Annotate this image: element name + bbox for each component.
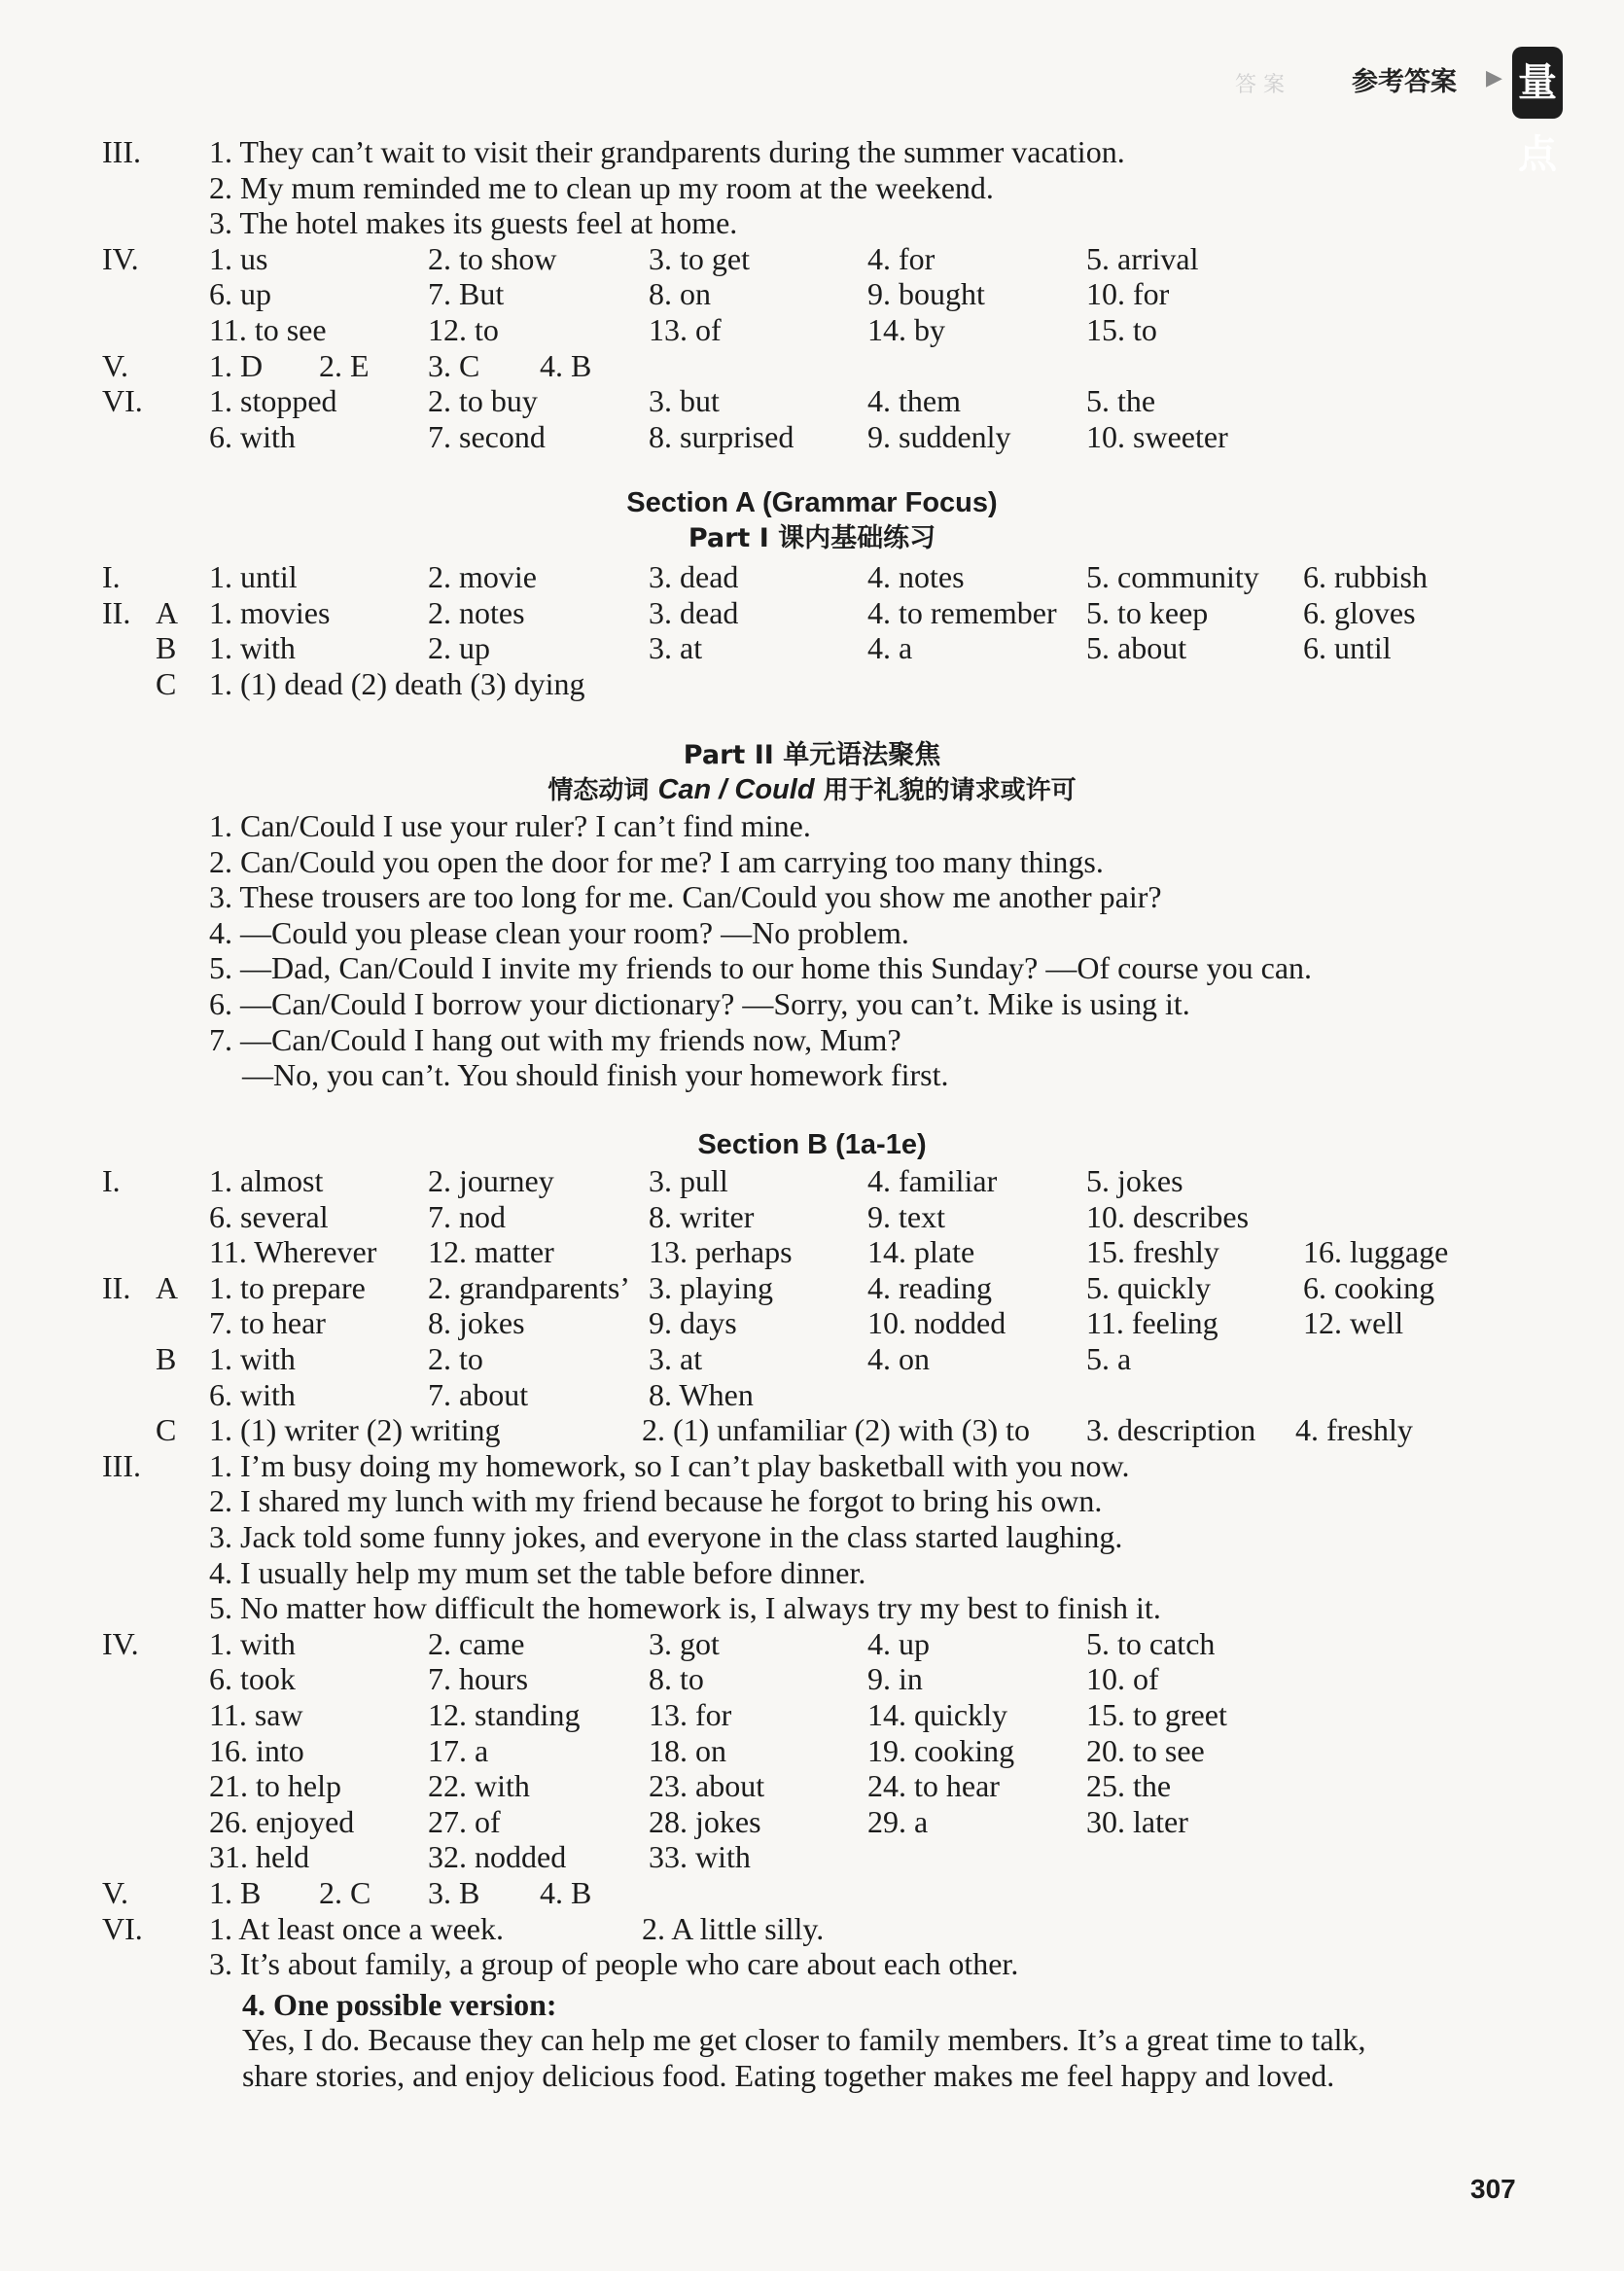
answer-cell: 3. pull	[649, 1163, 728, 1198]
answer-cell: 14. by	[867, 312, 945, 347]
answer-cell: 22. with	[428, 1768, 530, 1804]
roman-numeral: IV.	[102, 240, 139, 276]
answer-cell: 1. with	[209, 1341, 296, 1376]
answer-cell: 3. C	[428, 347, 480, 383]
answer-cell: 31. held	[209, 1839, 310, 1875]
answer-cell: 8. surprised	[649, 418, 794, 454]
answer-cell: 5. community	[1086, 559, 1259, 594]
answer-cell: 6. cooking	[1303, 1269, 1435, 1305]
roman-numeral: V.	[102, 1875, 128, 1910]
answer-cell: 3. but	[649, 383, 720, 419]
answer-cell: 4. I usually help my mum set the table before dinner.	[209, 1554, 866, 1590]
answer-cell: 1. (1) dead (2) death (3) dying	[209, 665, 585, 701]
answer-cell: 1. with	[209, 1625, 296, 1661]
answer-cell: 1. I’m busy doing my homework, so I can’t play basketball with you now.	[209, 1447, 1130, 1483]
answer-cell: 8. to	[649, 1661, 704, 1697]
answer-cell: 12. standing	[428, 1697, 581, 1732]
answer-cell: 20. to see	[1086, 1732, 1205, 1768]
sub-letter: A	[156, 594, 179, 630]
grammar-heading-modal: Can / Could	[657, 774, 815, 805]
answer-cell: 6. with	[209, 418, 296, 454]
answer-cell: 3. at	[649, 1341, 703, 1376]
answer-cell: 11. saw	[209, 1697, 303, 1732]
answer-cell: 3. playing	[649, 1269, 773, 1305]
answer-cell: 6. gloves	[1303, 594, 1416, 630]
answer-cell: 1. They can’t wait to visit their grandparents during the summer vacation.	[209, 134, 1125, 169]
answer-cell: 11. to see	[209, 312, 327, 347]
answer-cell: 13. of	[649, 312, 722, 347]
answer-cell: 5. jokes	[1086, 1163, 1183, 1198]
answer-cell: 1. almost	[209, 1163, 324, 1198]
answer-cell: 1. us	[209, 240, 268, 276]
answer-cell: 6. with	[209, 1376, 296, 1412]
grammar-heading-pre: 情态动词	[547, 776, 658, 805]
brand-logo: 量点	[1512, 47, 1563, 119]
answer-cell: 1. with	[209, 630, 296, 666]
answer-cell: 7. hours	[428, 1661, 529, 1697]
answer-cell: 4. B	[540, 1875, 592, 1910]
answer-cell: 1. to prepare	[209, 1269, 366, 1305]
answer-cell: 7. to hear	[209, 1305, 326, 1341]
answer-cell: 3. Jack told some funny jokes, and everyone in the class started laughing.	[209, 1519, 1123, 1554]
roman-numeral: V.	[102, 347, 128, 383]
answer-cell: 3. B	[428, 1875, 480, 1910]
answer-cell: 21. to help	[209, 1768, 341, 1804]
answer-cell: 5. the	[1086, 383, 1156, 419]
answer-cell: 33. with	[649, 1839, 751, 1875]
roman-numeral: I.	[102, 559, 121, 594]
answer-cell: 1. At least once a week.	[209, 1910, 504, 1946]
roman-numeral: I.	[102, 1163, 121, 1198]
vi4-label: 4. One possible version:	[242, 1987, 557, 2022]
grammar-heading-post: 用于礼貌的请求或许可	[814, 776, 1077, 805]
answer-cell: 19. cooking	[867, 1732, 1015, 1768]
answer-cell: 8. on	[649, 276, 711, 312]
essay-line: share stories, and enjoy delicious food. Eating together makes me feel happy and loved.	[242, 2057, 1335, 2093]
answer-cell: 1. (1) writer (2) writing	[209, 1412, 501, 1448]
answer-cell: 4. freshly	[1295, 1412, 1413, 1448]
section-a-part2: Part II 单元语法聚焦	[683, 740, 941, 770]
answer-cell: 24. to hear	[867, 1768, 1000, 1804]
answer-cell: 18. on	[649, 1732, 726, 1768]
answer-cell: 10. sweeter	[1086, 418, 1228, 454]
header-label: 参考答案	[1352, 67, 1457, 97]
answer-cell: 3. got	[649, 1625, 720, 1661]
answer-cell: 8. jokes	[428, 1305, 525, 1341]
answer-cell: 2. E	[319, 347, 370, 383]
answer-cell: 3. at	[649, 630, 703, 666]
section-b-title: Section B (1a-1e)	[697, 1129, 927, 1160]
answer-cell: 5. No matter how difficult the homework is, I always try my best to finish it.	[209, 1590, 1161, 1626]
sub-letter: B	[156, 1341, 177, 1376]
grammar-line: —No, you can’t. You should finish your homework first.	[242, 1057, 949, 1093]
grammar-line: 3. These trousers are too long for me. Can/Could you show me another pair?	[209, 879, 1162, 915]
answer-cell: 2. (1) unfamiliar (2) with (3) to	[642, 1412, 1030, 1448]
grammar-line: 4. —Could you please clean your room? —No problem.	[209, 914, 909, 950]
header-arrow-icon: ▶	[1486, 66, 1502, 90]
roman-numeral: III.	[102, 1447, 141, 1483]
page-number: 307	[1470, 2174, 1516, 2204]
answer-cell: 12. well	[1303, 1305, 1404, 1341]
answer-cell: 7. But	[428, 276, 505, 312]
answer-cell: 6. several	[209, 1198, 329, 1234]
answer-cell: 2. movie	[428, 559, 537, 594]
answer-cell: 2. up	[428, 630, 490, 666]
essay-line: Yes, I do. Because they can help me get closer to family members. It’s a great time to talk,	[242, 2022, 1366, 2057]
answer-cell: 5. to catch	[1086, 1625, 1216, 1661]
answer-cell: 10. nodded	[867, 1305, 1006, 1341]
answer-cell: 9. days	[649, 1305, 737, 1341]
section-a-title: Section A (Grammar Focus)	[626, 487, 998, 518]
answer-cell: 10. of	[1086, 1661, 1159, 1697]
answer-cell: 5. to keep	[1086, 594, 1209, 630]
roman-numeral: II.	[102, 594, 131, 630]
answer-cell: 4. notes	[867, 559, 965, 594]
answer-cell: 13. for	[649, 1697, 732, 1732]
answer-cell: 4. up	[867, 1625, 930, 1661]
answer-cell: 2. came	[428, 1625, 525, 1661]
answer-cell: 16. luggage	[1303, 1234, 1449, 1270]
roman-numeral: II.	[102, 1269, 131, 1305]
roman-numeral: VI.	[102, 383, 143, 419]
answer-cell: 25. the	[1086, 1768, 1172, 1804]
answer-cell: 5. a	[1086, 1341, 1132, 1376]
sub-letter: C	[156, 1412, 177, 1448]
answer-cell: 9. bought	[867, 276, 985, 312]
roman-numeral: VI.	[102, 1910, 143, 1946]
answer-cell: 2. A little silly.	[642, 1910, 825, 1946]
answer-cell: 10. describes	[1086, 1198, 1250, 1234]
answer-cell: 3. to get	[649, 240, 750, 276]
answer-cell: 9. text	[867, 1198, 945, 1234]
answer-cell: 2. My mum reminded me to clean up my room at the weekend.	[209, 169, 994, 205]
answer-cell: 3. dead	[649, 559, 739, 594]
answer-cell: 4. for	[867, 240, 936, 276]
answer-cell: 12. matter	[428, 1234, 554, 1270]
answer-cell: 2. notes	[428, 594, 525, 630]
answer-cell: 7. about	[428, 1376, 529, 1412]
roman-numeral: IV.	[102, 1625, 139, 1661]
answer-cell: 3. description	[1086, 1412, 1256, 1448]
answer-cell: 6. rubbish	[1303, 559, 1428, 594]
grammar-line: 5. —Dad, Can/Could I invite my friends to our home this Sunday? —Of course you can.	[209, 950, 1313, 986]
answer-cell: 9. suddenly	[867, 418, 1011, 454]
answer-cell: 4. to remember	[867, 594, 1057, 630]
answer-cell: 5. about	[1086, 630, 1187, 666]
section-a-part1: Part I 课内基础练习	[688, 523, 936, 553]
answer-cell: 8. writer	[649, 1198, 755, 1234]
answer-cell: 1. B	[209, 1875, 262, 1910]
grammar-heading	[0, 773, 1624, 807]
answer-cell: 2. C	[319, 1875, 371, 1910]
sub-letter: B	[156, 630, 177, 666]
answer-cell: 6. took	[209, 1661, 296, 1697]
grammar-line: 6. —Can/Could I borrow your dictionary? —Sorry, you can’t. Mike is using it.	[209, 986, 1190, 1021]
answer-cell: 10. for	[1086, 276, 1170, 312]
grammar-line: 7. —Can/Could I hang out with my friends now, Mum?	[209, 1021, 901, 1057]
answer-cell: 14. quickly	[867, 1697, 1007, 1732]
answer-cell: 4. on	[867, 1341, 930, 1376]
answer-cell: 27. of	[428, 1803, 501, 1839]
answer-cell: 1. D	[209, 347, 264, 383]
answer-cell: 11. feeling	[1086, 1305, 1218, 1341]
answer-cell: 7. second	[428, 418, 546, 454]
answer-cell: 17. a	[428, 1732, 489, 1768]
answer-cell: 13. perhaps	[649, 1234, 793, 1270]
answer-cell: 4. a	[867, 630, 913, 666]
answer-cell: 15. to	[1086, 312, 1157, 347]
answer-cell: 9. in	[867, 1661, 923, 1697]
answer-cell: 16. into	[209, 1732, 304, 1768]
grammar-line: 2. Can/Could you open the door for me? I am carrying too many things.	[209, 843, 1104, 879]
answer-cell: 12. to	[428, 312, 499, 347]
answer-cell: 4. B	[540, 347, 592, 383]
roman-numeral: III.	[102, 134, 141, 169]
answer-cell: 3. The hotel makes its guests feel at home.	[209, 205, 738, 241]
answer-cell: 4. reading	[867, 1269, 992, 1305]
answer-cell: 2. to buy	[428, 383, 538, 419]
answer-cell: 2. I shared my lunch with my friend because he forgot to bring his own.	[209, 1483, 1103, 1519]
answer-cell: 15. freshly	[1086, 1234, 1219, 1270]
answer-cell: 29. a	[867, 1803, 929, 1839]
answer-cell: 4. them	[867, 383, 961, 419]
answer-cell: 23. about	[649, 1768, 765, 1804]
sub-letter: C	[156, 665, 177, 701]
answer-cell: 30. later	[1086, 1803, 1188, 1839]
answer-cell: 26. enjoyed	[209, 1803, 355, 1839]
header-faint-text: 答 案	[1235, 73, 1285, 97]
answer-cell: 8. When	[649, 1376, 754, 1412]
answer-cell: 5. quickly	[1086, 1269, 1211, 1305]
answer-cell: 2. to show	[428, 240, 557, 276]
answer-cell: 15. to greet	[1086, 1697, 1227, 1732]
answer-cell: 1. until	[209, 559, 298, 594]
answer-cell: 14. plate	[867, 1234, 975, 1270]
answer-cell: 3. dead	[649, 594, 739, 630]
grammar-line: 1. Can/Could I use your ruler? I can’t find mine.	[209, 808, 811, 843]
answer-cell: 28. jokes	[649, 1803, 761, 1839]
answer-cell: 2. grandparents’	[428, 1269, 630, 1305]
answer-cell: 6. until	[1303, 630, 1392, 666]
answer-cell: 3. It’s about family, a group of people who care about each other.	[209, 1946, 1019, 1982]
answer-cell: 32. nodded	[428, 1839, 567, 1875]
answer-cell: 2. to	[428, 1341, 483, 1376]
answer-cell: 4. familiar	[867, 1163, 998, 1198]
answer-cell: 7. nod	[428, 1198, 506, 1234]
answer-cell: 6. up	[209, 276, 271, 312]
sub-letter: A	[156, 1269, 179, 1305]
answer-cell: 5. arrival	[1086, 240, 1199, 276]
answer-cell: 2. journey	[428, 1163, 554, 1198]
answer-cell: 1. movies	[209, 594, 331, 630]
answer-cell: 1. stopped	[209, 383, 337, 419]
answer-cell: 11. Wherever	[209, 1234, 377, 1270]
